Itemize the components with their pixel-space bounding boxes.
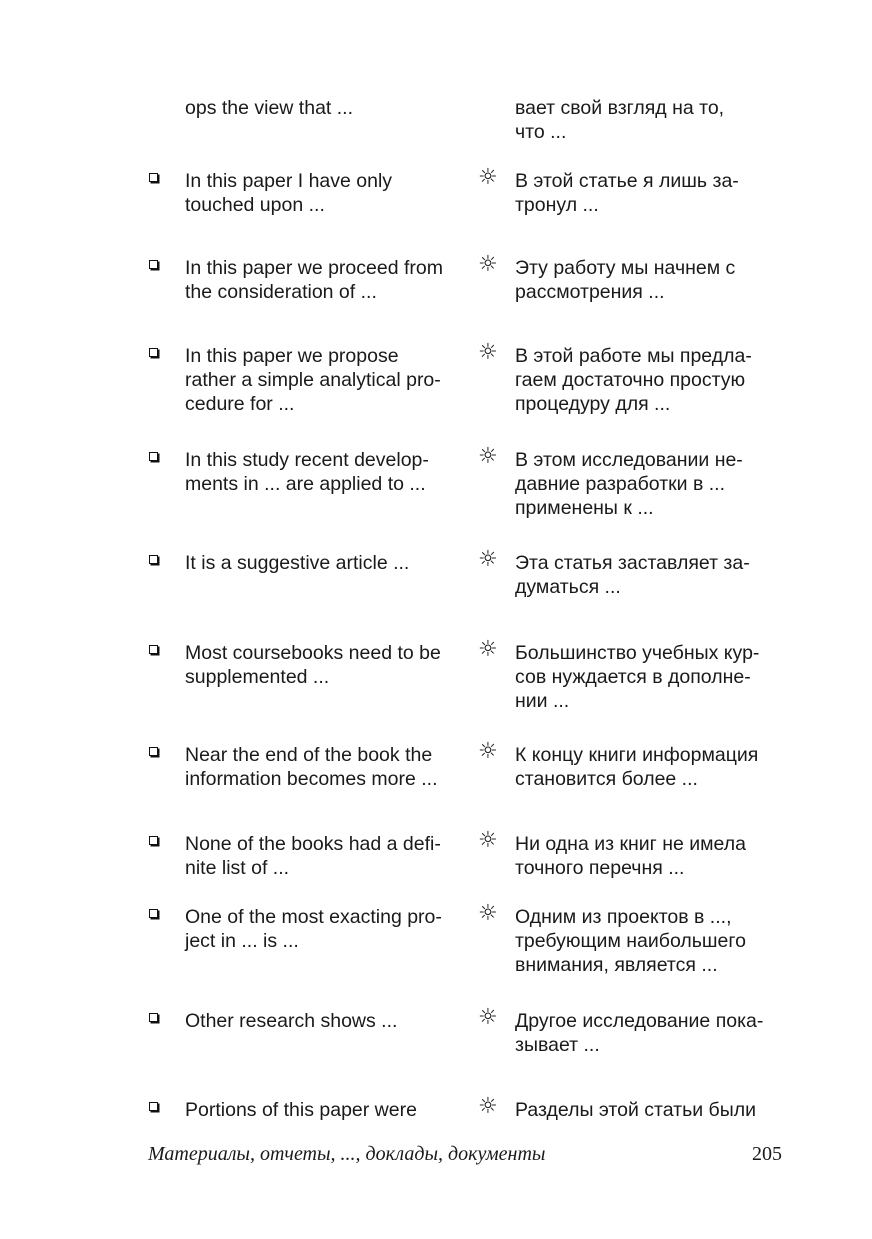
english-phrase: Most coursebooks need to be supplemented ... (185, 642, 441, 688)
sun-bullet-icon: ☼ (478, 739, 498, 764)
checkbox-bullet-icon (149, 452, 158, 461)
russian-translation: вает свой взгляд на то, что ... (515, 97, 725, 143)
sun-bullet-icon: ☼ (478, 901, 498, 926)
russian-translation: Эту работу мы начнем с рассмотрения ... (515, 257, 736, 303)
sun-bullet-icon: ☼ (478, 637, 498, 662)
sun-bullet-icon: ☼ (478, 1094, 498, 1119)
russian-translation: Разделы этой статьи были (515, 1099, 757, 1121)
english-phrase: In this paper we propose rather a simple analytical pro- cedure for ... (185, 345, 441, 415)
english-phrase: In this study recent develop- ments in ... are applied to ... (185, 449, 429, 495)
russian-translation: В этом исследовании не- давние разработки в ... применены к ... (515, 449, 743, 519)
running-footer-title: Материалы, отчеты, ..., доклады, документы (148, 1143, 546, 1165)
page-number: 205 (752, 1143, 782, 1165)
sun-bullet-icon: ☼ (478, 340, 498, 365)
english-phrase: In this paper I have only touched upon ... (185, 170, 393, 216)
english-phrase: Portions of this paper were (185, 1099, 417, 1121)
english-phrase: None of the books had a defi- nite list of ... (185, 833, 441, 879)
russian-translation: Эта статья заставляет за- думаться ... (515, 552, 750, 598)
english-phrase: Near the end of the book the information becomes more ... (185, 744, 438, 790)
english-phrase: Other research shows ... (185, 1010, 398, 1032)
checkbox-bullet-icon (149, 747, 158, 756)
sun-bullet-icon: ☼ (478, 547, 498, 572)
checkbox-bullet-icon (149, 260, 158, 269)
sun-bullet-icon: ☼ (478, 165, 498, 190)
page-footer (0, 1141, 872, 1167)
english-phrase: In this paper we proceed from the consideration of ... (185, 257, 443, 303)
checkbox-bullet-icon (149, 173, 158, 182)
sun-bullet-icon: ☼ (478, 444, 498, 469)
english-phrase: It is a suggestive article ... (185, 552, 410, 574)
checkbox-bullet-icon (149, 836, 158, 845)
russian-translation: К концу книги информация становится более ... (515, 744, 759, 790)
russian-translation: Одним из проектов в ..., требующим наибольшего внимания, является ... (515, 906, 746, 976)
sun-bullet-icon: ☼ (478, 1005, 498, 1030)
checkbox-bullet-icon (149, 909, 158, 918)
russian-translation: В этой работе мы предла- гаем достаточно простую процедуру для ... (515, 345, 752, 415)
russian-translation: Ни одна из книг не имела точного перечня ... (515, 833, 746, 879)
sun-bullet-icon: ☼ (478, 252, 498, 277)
checkbox-bullet-icon (149, 348, 158, 357)
checkbox-bullet-icon (149, 645, 158, 654)
checkbox-bullet-icon (149, 555, 158, 564)
english-phrase: ops the view that ... (185, 97, 354, 119)
russian-translation: В этой статье я лишь за- тронул ... (515, 170, 739, 216)
checkbox-bullet-icon (149, 1102, 158, 1111)
sun-bullet-icon: ☼ (478, 828, 498, 853)
checkbox-bullet-icon (149, 1013, 158, 1022)
russian-translation: Большинство учебных кур- сов нуждается в дополне- нии ... (515, 642, 760, 712)
english-phrase: One of the most exacting pro- ject in ... is ... (185, 906, 442, 952)
russian-translation: Другое исследование пока- зывает ... (515, 1010, 764, 1056)
